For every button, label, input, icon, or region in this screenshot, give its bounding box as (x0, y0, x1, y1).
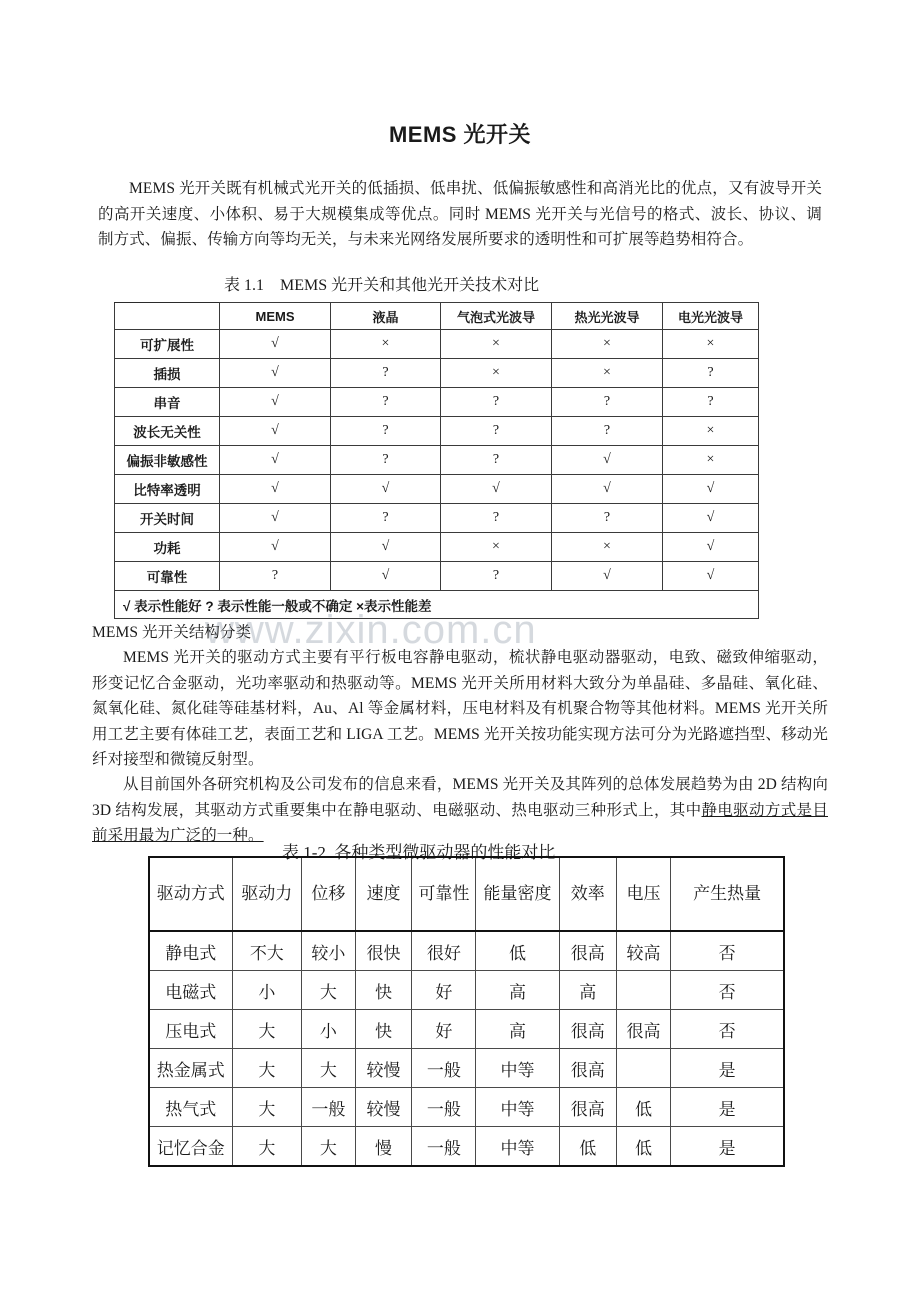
table2-cell: 大 (232, 1127, 302, 1167)
table1-cell: ? (441, 388, 552, 417)
table2-header-cell-7: 电压 (616, 857, 671, 931)
table1-header-cell-0 (115, 303, 220, 330)
table1-cell: ? (441, 504, 552, 533)
table1-row-label: 串音 (115, 388, 220, 417)
table2-cell: 很高 (559, 1010, 616, 1049)
table2-cell: 很高 (559, 1088, 616, 1127)
table2-body (149, 857, 784, 1166)
table1-cell: √ (331, 475, 441, 504)
table2-cell: 记忆合金 (149, 1127, 232, 1167)
table1-cell: × (441, 330, 552, 359)
table2-cell: 大 (302, 1049, 355, 1088)
table1-cell: √ (441, 475, 552, 504)
table1-cell: √ (552, 562, 663, 591)
table2-cell: 较慢 (355, 1049, 412, 1088)
table1-cell: ? (663, 388, 759, 417)
table1-cell: ? (552, 504, 663, 533)
table1-row-label: 偏振非敏感性 (115, 446, 220, 475)
paragraph-trend-underlined: 静电驱动方式是目前采用最为广泛的一种。 (92, 801, 828, 844)
table-microactuator-comparison (148, 856, 785, 1167)
table1-cell: × (552, 359, 663, 388)
table2-cell: 是 (671, 1088, 784, 1127)
table2-cell: 否 (671, 1010, 784, 1049)
table1-cell: ? (552, 417, 663, 446)
table1-cell: ? (331, 388, 441, 417)
table1-cell: √ (220, 417, 331, 446)
table1-cell: ? (331, 417, 441, 446)
table2-cell: 不大 (232, 931, 302, 971)
table1-cell: × (552, 330, 663, 359)
table1-row-label: 开关时间 (115, 504, 220, 533)
table2-cell: 中等 (476, 1088, 560, 1127)
table1-footnote-row (115, 591, 759, 619)
table2-caption: 表 1-2 各种类型微驱动器的性能对比 (282, 843, 556, 862)
table2-cell: 一般 (412, 1127, 476, 1167)
table1-cell: ? (331, 504, 441, 533)
table1-row-label: 功耗 (115, 533, 220, 562)
table2-header-cell-3: 速度 (355, 857, 412, 931)
table1-cell: ? (331, 359, 441, 388)
table2-cell: 中等 (476, 1127, 560, 1167)
table-row (149, 1049, 784, 1088)
table1-cell: √ (331, 533, 441, 562)
table1-cell: √ (552, 446, 663, 475)
table1-cell: ? (552, 388, 663, 417)
table2-cell: 电磁式 (149, 971, 232, 1010)
table2-cell: 较高 (616, 931, 671, 971)
table2-cell: 大 (232, 1010, 302, 1049)
table1-cell: √ (220, 446, 331, 475)
table2-cell: 高 (476, 971, 560, 1010)
table2-header-cell-0: 驱动方式 (149, 857, 232, 931)
table-row (149, 1010, 784, 1049)
table2-cell: 慢 (355, 1127, 412, 1167)
table2-cell: 大 (232, 1049, 302, 1088)
table2-cell: 低 (616, 1127, 671, 1167)
table2-header-cell-6: 效率 (559, 857, 616, 931)
table1-cell: √ (220, 504, 331, 533)
table1-header-cell-1: MEMS (220, 303, 331, 330)
table1-cell: ? (441, 446, 552, 475)
table2-cell: 高 (559, 971, 616, 1010)
table2-cell: 是 (671, 1127, 784, 1167)
table1-header-row (115, 303, 759, 330)
table1-header-cell-2: 液晶 (331, 303, 441, 330)
paragraph-trend-plain: 从目前国外各研究机构及公司发布的信息来看，MEMS 光开关及其阵列的总体发展趋势为由 2D 结构向 3D 结构发展，其驱动方式重要集中在静电驱动、电磁驱动、热电驱动三种形式上，其中 (92, 776, 828, 819)
table2-cell: 很高 (616, 1010, 671, 1049)
table-row (149, 1088, 784, 1127)
table2-cell: 否 (671, 931, 784, 971)
table-row (149, 971, 784, 1010)
table2-cell: 快 (355, 1010, 412, 1049)
table2-header-cell-4: 可靠性 (412, 857, 476, 931)
table1-cell: √ (663, 475, 759, 504)
table2-cell: 一般 (412, 1049, 476, 1088)
table2-cell: 很好 (412, 931, 476, 971)
table1-cell: ? (441, 562, 552, 591)
table-row (149, 931, 784, 971)
table1-cell: √ (220, 359, 331, 388)
table1-cell: × (552, 533, 663, 562)
table2-cell: 一般 (412, 1088, 476, 1127)
table1-cell: ? (220, 562, 331, 591)
paragraph-intro: MEMS 光开关既有机械式光开关的低插损、低串扰、低偏振敏感性和高消光比的优点，又有波导开关的高开关速度、小体积、易于大规模集成等优点。同时 MEMS 光开关与光信号的格式、波长、协议、调制方式、偏振、传输方向等均无关，与未来光网络发展所要求的透明性和可扩展等趋势相符合。 (98, 180, 822, 248)
table2-header-row (149, 857, 784, 931)
table1-cell: ? (663, 359, 759, 388)
table1-cell: ? (331, 446, 441, 475)
table1-body (115, 303, 759, 619)
table2-header-cell-5 (476, 857, 560, 931)
table2-cell: 压电式 (149, 1010, 232, 1049)
table2-cell: 否 (671, 971, 784, 1010)
table1-row-label: 可扩展性 (115, 330, 220, 359)
table2-cell: 很高 (559, 931, 616, 971)
table1-cell: × (663, 417, 759, 446)
table-row (115, 359, 759, 388)
table1-header-cell-5: 电光光波导 (663, 303, 759, 330)
section-heading-structure: MEMS 光开关结构分类 (92, 624, 252, 641)
table2-cell: 好 (412, 971, 476, 1010)
table1-row-label: 比特率透明 (115, 475, 220, 504)
table1-cell: × (331, 330, 441, 359)
page-title: MEMS 光开关 (388, 122, 532, 147)
table2-cell: 低 (476, 931, 560, 971)
table2-cell: 中等 (476, 1049, 560, 1088)
table1-cell: √ (663, 504, 759, 533)
table1-cell: × (441, 359, 552, 388)
table1-footnote: √ 表示性能好 ? 表示性能一般或不确定 ×表示性能差 (115, 591, 759, 619)
watermark-text: www.zixin.com.cn (205, 608, 537, 652)
table2-cell: 高 (476, 1010, 560, 1049)
table1-row-label: 波长无关性 (115, 417, 220, 446)
paragraph-structure: MEMS 光开关的驱动方式主要有平行板电容静电驱动，梳状静电驱动器驱动，电致、磁致伸缩驱动，形变记忆合金驱动，光功率驱动和热驱动等。MEMS 光开关所用材料大致分为单晶硅、多晶硅、氧化硅、氮氧化硅、氮化硅等硅基材料，Au、Al 等金属材料，压电材料及有机聚合物等其他材料。MEMS 光开关所用工艺主要有体硅工艺，表面工艺和 LIGA 工艺。MEMS 光开关按功能实现方法可分为光路遮挡型、移动光纤对接型和微镜反射型。 (92, 649, 828, 768)
table1-cell: √ (331, 562, 441, 591)
table-row (149, 1127, 784, 1167)
table-row (115, 533, 759, 562)
table2-cell: 是 (671, 1049, 784, 1088)
table2-header-cell-5-line1: 能量密度 (483, 884, 552, 903)
table1-cell: × (441, 533, 552, 562)
table2-cell (616, 971, 671, 1010)
table2-cell: 低 (616, 1088, 671, 1127)
table2-cell (616, 1049, 671, 1088)
table1-caption: 表 1.1 MEMS 光开关和其他光开关技术对比 (224, 277, 540, 294)
table1-header-cell-3: 气泡式光波导 (441, 303, 552, 330)
table1-cell: × (663, 446, 759, 475)
table1-cell: √ (220, 533, 331, 562)
table1-cell: √ (552, 475, 663, 504)
table1-cell: × (663, 330, 759, 359)
table2-cell: 大 (302, 1127, 355, 1167)
table1-row-label: 插损 (115, 359, 220, 388)
table2-cell: 热金属式 (149, 1049, 232, 1088)
table2-cell: 小 (302, 1010, 355, 1049)
table-row (115, 330, 759, 359)
table2-cell: 较小 (302, 931, 355, 971)
table1-cell: √ (220, 330, 331, 359)
table2-header-cell-8: 产生热量 (671, 857, 784, 931)
table2-cell: 静电式 (149, 931, 232, 971)
table-optical-switch-comparison (114, 302, 759, 619)
table-row (115, 417, 759, 446)
table1-header-cell-4: 热光光波导 (552, 303, 663, 330)
table-row (115, 446, 759, 475)
table-row (115, 562, 759, 591)
table1-cell: √ (663, 562, 759, 591)
table2-header-cell-1: 驱动力 (232, 857, 302, 931)
table2-cell: 很快 (355, 931, 412, 971)
table2-cell: 热气式 (149, 1088, 232, 1127)
table2-cell: 快 (355, 971, 412, 1010)
table2-cell: 很高 (559, 1049, 616, 1088)
table2-cell: 大 (302, 971, 355, 1010)
table2-cell: 较慢 (355, 1088, 412, 1127)
table-row (115, 504, 759, 533)
table2-cell: 好 (412, 1010, 476, 1049)
table1-cell: √ (220, 475, 331, 504)
table2-cell: 大 (232, 1088, 302, 1127)
table2-cell: 小 (232, 971, 302, 1010)
table1-cell: ? (441, 417, 552, 446)
table1-cell: √ (220, 388, 331, 417)
table1-cell: √ (663, 533, 759, 562)
table-row (115, 475, 759, 504)
table2-cell: 一般 (302, 1088, 355, 1127)
table2-cell: 低 (559, 1127, 616, 1167)
table2-header-cell-2: 位移 (302, 857, 355, 931)
table1-row-label: 可靠性 (115, 562, 220, 591)
table-row (115, 388, 759, 417)
